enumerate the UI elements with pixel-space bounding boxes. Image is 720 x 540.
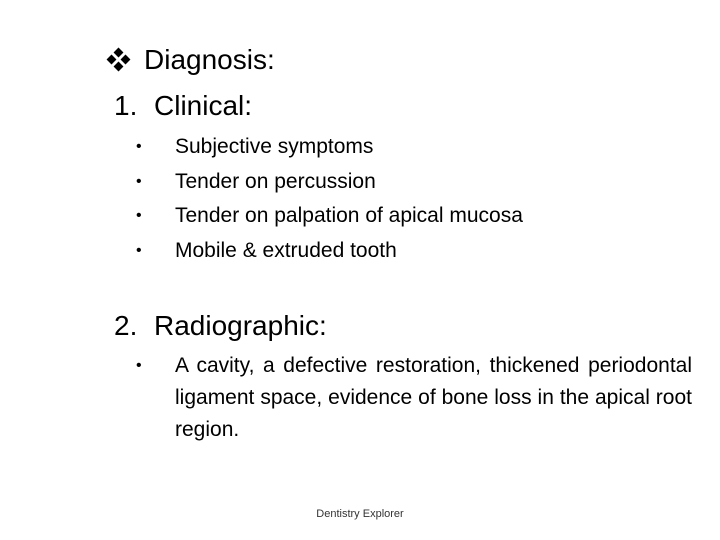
diamond-bullet-icon xyxy=(108,49,130,71)
footer-text: Dentistry Explorer xyxy=(316,508,404,520)
list-item xyxy=(136,130,523,165)
list-item-text: Tender on palpation of apical mucosa xyxy=(175,204,523,227)
list-item xyxy=(136,350,692,446)
radiographic-number: 2. xyxy=(114,310,138,341)
bullet-icon: • xyxy=(136,241,142,259)
list-item xyxy=(136,199,523,234)
radiographic-list xyxy=(136,350,692,446)
radiographic-title: Radiographic: xyxy=(154,310,327,341)
list-item-text: Mobile & extruded tooth xyxy=(175,238,397,262)
clinical-number: 1. xyxy=(114,90,138,121)
list-item-text: Tender on percussion xyxy=(175,169,376,193)
bullet-icon: • xyxy=(136,138,142,155)
bullet-icon: • xyxy=(136,172,142,190)
list-item xyxy=(136,234,523,269)
diagnosis-heading xyxy=(108,43,275,77)
list-item xyxy=(136,165,523,200)
clinical-section-title xyxy=(114,89,252,123)
list-item-text: Subjective symptoms xyxy=(175,135,374,158)
clinical-list xyxy=(136,130,523,268)
heading-text: Diagnosis: xyxy=(144,44,275,75)
radiographic-text: A cavity, a defective restoration, thickened periodontal ligament space, evidence of bone loss in the apical root region. xyxy=(175,354,692,441)
bullet-icon: • xyxy=(136,207,142,224)
bullet-icon: • xyxy=(136,357,142,374)
radiographic-section-title xyxy=(114,309,327,343)
clinical-title: Clinical: xyxy=(154,90,253,121)
